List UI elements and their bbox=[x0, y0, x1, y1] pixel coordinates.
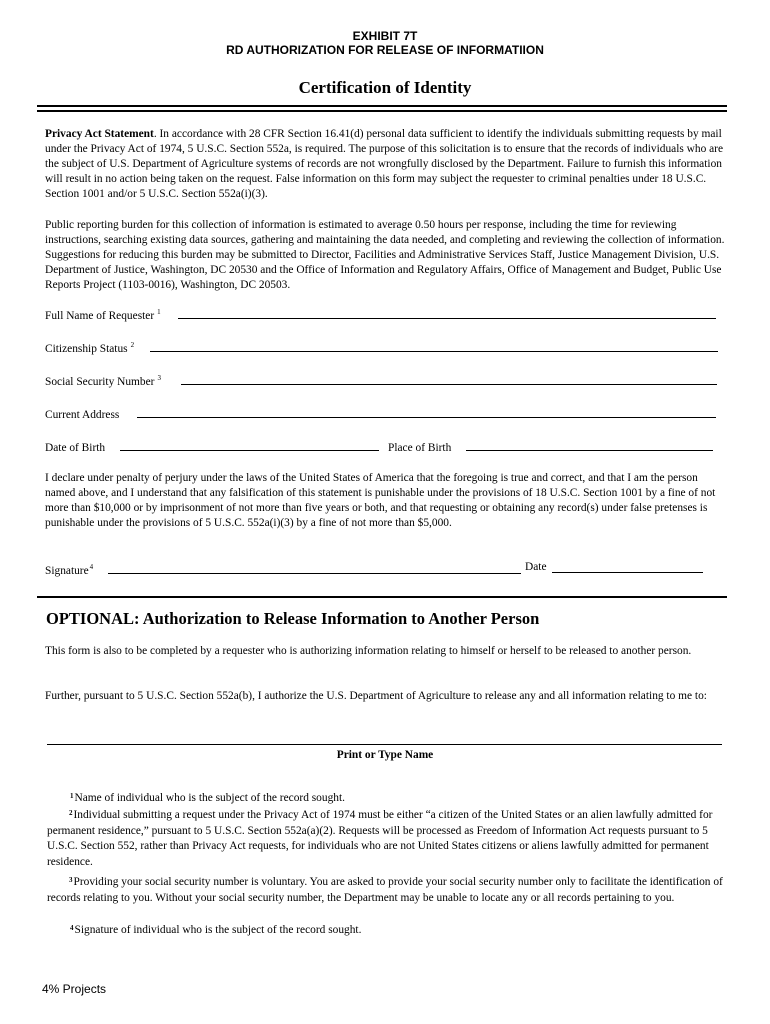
title-divider-top bbox=[37, 105, 727, 107]
authorization-text: Further, pursuant to 5 U.S.C. Section 552a(b), I authorize the U.S. Department of Agriculture to release any and all information relating to me to: bbox=[45, 690, 707, 702]
perjury-declaration: I declare under penalty of perjury under the laws of the United States of America that the foregoing is true and correct, and that I am the person named above, and I understand that any falsification of this statement is punishable under the provisions of 18 U.S.C. Section 1001 by a fine of not more than $10,000 or by imprisonment of not more than five years or both, and that requesting or obtaining any record(s) under false pretenses is punishable under the provisions of 5 U.S.C. 552a(i)(3) by a fine of not more than $5,000. bbox=[45, 472, 716, 529]
privacy-heading: Privacy Act Statement bbox=[45, 128, 154, 140]
footnote-ref-4: 4 bbox=[89, 563, 94, 571]
signature-field[interactable] bbox=[108, 573, 521, 574]
pob-label: Place of Birth bbox=[388, 442, 452, 454]
signature-label: Signature$^4$ bbox=[45, 563, 94, 577]
footnote-4: $^4$Signature of individual who is the subject of the record sought. bbox=[70, 924, 362, 936]
exhibit-label: EXHIBIT 7T bbox=[352, 29, 418, 43]
title-divider-bottom bbox=[37, 110, 727, 112]
ssn-field[interactable] bbox=[181, 384, 717, 385]
citizenship-field[interactable] bbox=[150, 351, 718, 352]
page-footer: 4% Projects bbox=[42, 982, 107, 996]
print-name-label: Print or Type Name bbox=[336, 749, 434, 761]
footnote-ref-2: 2 bbox=[130, 341, 135, 349]
burden-statement: Public reporting burden for this collection of information is estimated to average 0.50 hours per response, including the time for reviewing instructions, searching existing data sources, gathering and maintaining the data needed, and completing and reviewing the collection of information. Suggestions for reducing this burden may be submitted to Director, Facilities and Administrative Services Staff, Justice Management Division, U.S. Department of Justice, Washington, DC 20530 and the Office of Information and Regulatory Affairs, Office of Management and Budget, Public Use Reports Project (1103-0016), Washington, DC 20503. bbox=[45, 219, 725, 291]
citizenship-label: Citizenship Status $^2$ bbox=[45, 341, 135, 355]
ssn-label: Social Security Number $^3$ bbox=[45, 374, 161, 388]
page-title: Certification of Identity bbox=[298, 78, 472, 97]
footnote-2: $^2$Individual submitting a request under the Privacy Act of 1974 must be either “a citizen of the United States or an alien lawfully admitted for permanent residence,” pursuant to 5 U.S.C. Section 552a(a)(2). Requests will be processed as Freedom of Information Act requests pursuant to 5 U.S.C. Section 552, rather than Privacy Act requests, for individuals who are not United States citizens or aliens lawfully admitted for permanent residence. bbox=[47, 809, 713, 868]
optional-section-title: OPTIONAL: Authorization to Release Information to Another Person bbox=[46, 609, 540, 628]
address-label: Current Address bbox=[45, 409, 120, 421]
date-of-birth-field[interactable] bbox=[120, 450, 379, 451]
privacy-act-statement bbox=[45, 127, 728, 202]
footnote-1: $^1$Name of individual who is the subject of the record sought. bbox=[70, 792, 345, 804]
full-name-label: Full Name of Requester $^1$ bbox=[45, 308, 161, 322]
date-field[interactable] bbox=[552, 572, 703, 573]
footnote-ref-1: 1 bbox=[157, 308, 161, 316]
section-divider bbox=[37, 596, 727, 598]
full-name-field[interactable] bbox=[178, 318, 716, 319]
dob-label: Date of Birth bbox=[45, 442, 106, 454]
date-label: Date bbox=[525, 561, 547, 573]
optional-intro: This form is also to be completed by a requester who is authorizing information relating to himself or herself to be released to another person. bbox=[45, 645, 692, 657]
footnote-ref-3: 3 bbox=[157, 374, 161, 382]
print-name-field[interactable] bbox=[47, 744, 722, 745]
footnote-3: $^3$Providing your social security number is voluntary. You are asked to provide your social security number only to facilitate the identification of records relating to you. Without your social security number, the Department may be unable to locate any or all records pertaining to you. bbox=[47, 876, 723, 904]
current-address-field[interactable] bbox=[137, 417, 716, 418]
form-subtitle: RD AUTHORIZATION FOR RELEASE OF INFORMATIION bbox=[226, 43, 544, 57]
privacy-body: . In accordance with 28 CFR Section 16.41(d) personal data sufficient to identify the individuals submitting requests by mail under the Privacy Act of 1974, 5 U.S.C. Section 552a, is required. The purpose of this solicitation is to ensure that the records of individuals who are the subject of U.S. Department of Agriculture systems of records are not wrongfully disclosed by the Department. Failure to furnish this information will result in no action being taken on the request. False information on this form may subject the requester to criminal penalties under 18 U.S.C. Section 1001 and/or 5 U.S.C. Section 552a(i)(3). bbox=[45, 128, 724, 200]
place-of-birth-field[interactable] bbox=[466, 450, 713, 451]
